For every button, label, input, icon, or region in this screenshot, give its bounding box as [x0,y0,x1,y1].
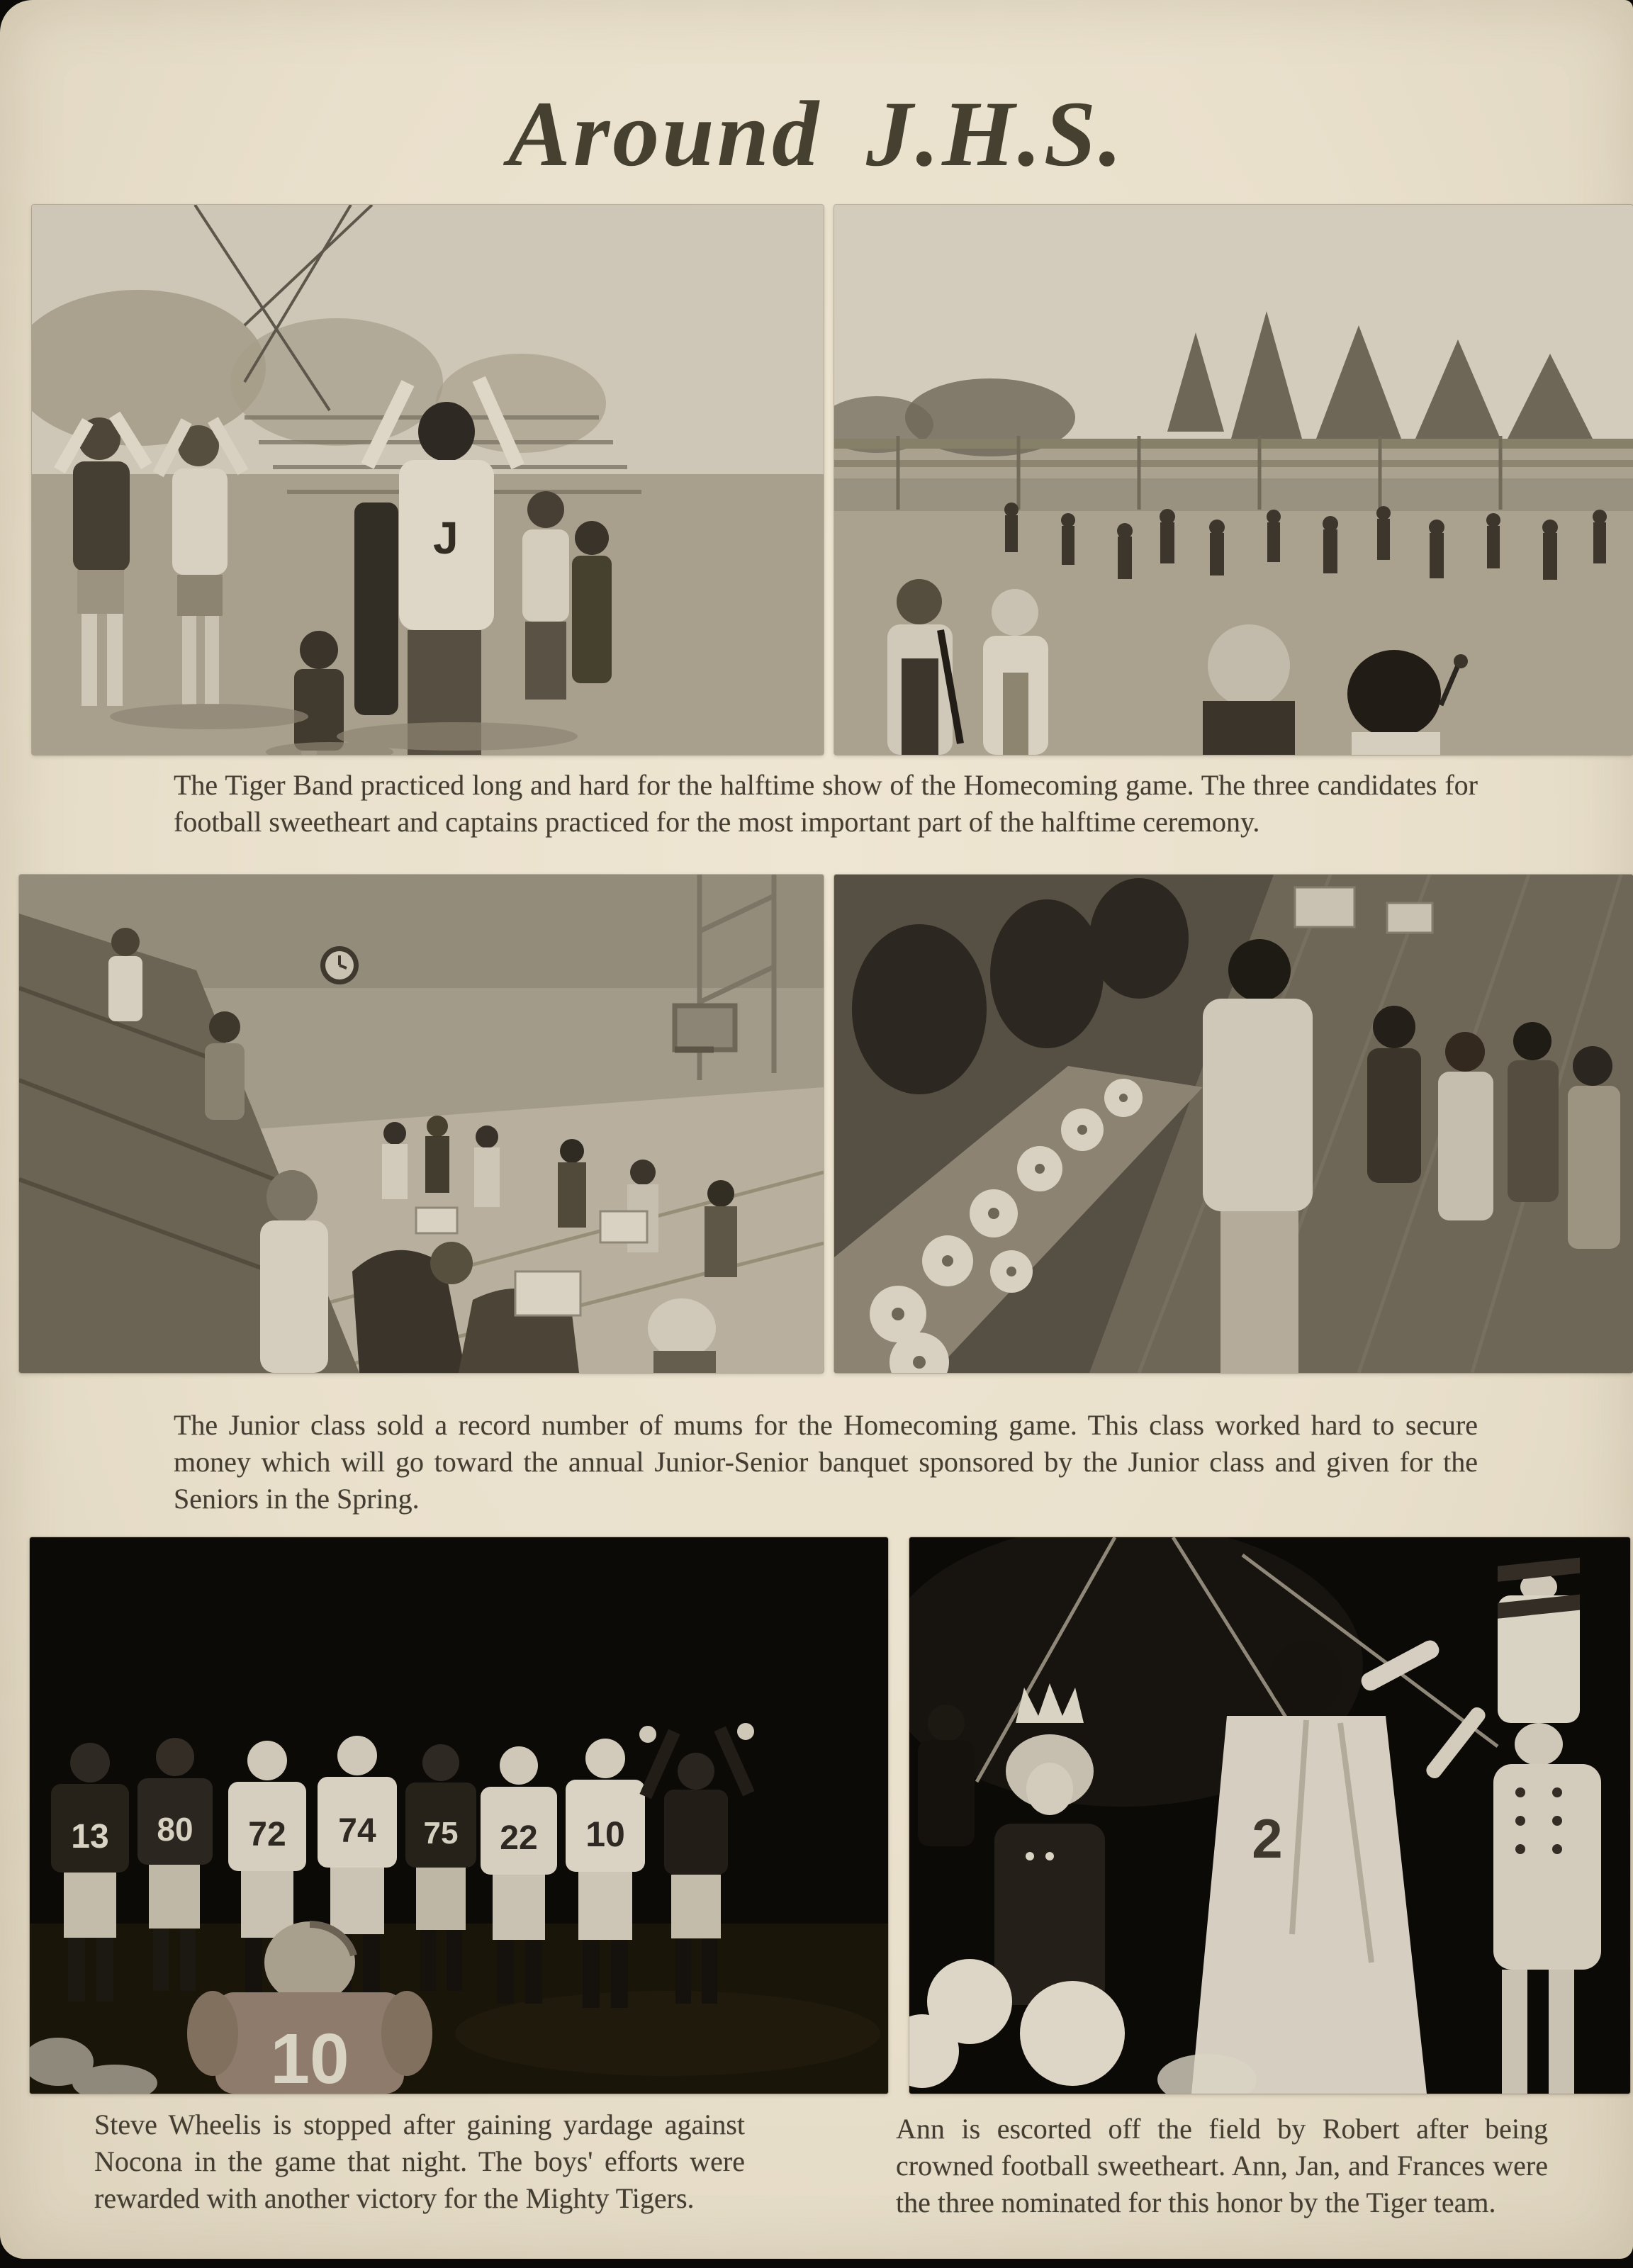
jersey-number: 74 [338,1812,376,1850]
photo-gym-mums-sale [19,875,824,1373]
caption-band: The Tiger Band practiced long and hard for the halftime show of the Homecoming game. The three candidates for football sweetheart and captains practiced for the most important part of the halftime ceremony. [174,769,1478,838]
capped-figure [1203,624,1295,755]
cape-figure [354,503,398,715]
page-title: Around J.H.S. [507,82,1126,186]
foreground-jersey-number: 10 [270,2019,349,2094]
caption-football: Steve Wheelis is stopped after gaining yardage against Nocona in the game that night. The boys' efforts were rewarded with another victory for the Mighty Tigers. [94,2109,745,2214]
caption-sweetheart: Ann is escorted off the field by Robert after being crowned football sweetheart. Ann, Jan, and Frances were the three nominated for this honor by the Tiger team. [896,2113,1548,2218]
mums-table-art [834,875,1633,1373]
boy-figure [294,631,344,755]
jersey-number: 13 [71,1818,109,1856]
escort-jersey-number: 2 [1252,1807,1283,1870]
sweater-letter: J [433,512,459,563]
photo-football-game [30,1537,888,2094]
jersey-number: 10 [585,1814,625,1854]
jersey-number: 22 [500,1819,538,1857]
football-art [30,1537,888,2094]
wall-clock [320,946,359,984]
band-field-art [834,205,1633,755]
photo-sweetheart-crowning [909,1537,1630,2094]
photo-mums-table [834,875,1633,1373]
jersey-number: 75 [423,1816,459,1851]
caption-mums: The Junior class sold a record number of mums for the Homecoming game. This class worked hard to secure money which will go toward the annual Junior-Senior banquet sponsored by the Junior class and given for the Seniors in the Spring. [174,1409,1478,1515]
sweetheart-art [909,1537,1630,2094]
jersey-number: 72 [248,1816,286,1853]
band-practice-art [32,205,824,755]
photo-band-practice [32,205,824,755]
jersey-number: 80 [157,1811,193,1848]
photo-band-field [834,205,1633,755]
gym-art [19,875,824,1373]
